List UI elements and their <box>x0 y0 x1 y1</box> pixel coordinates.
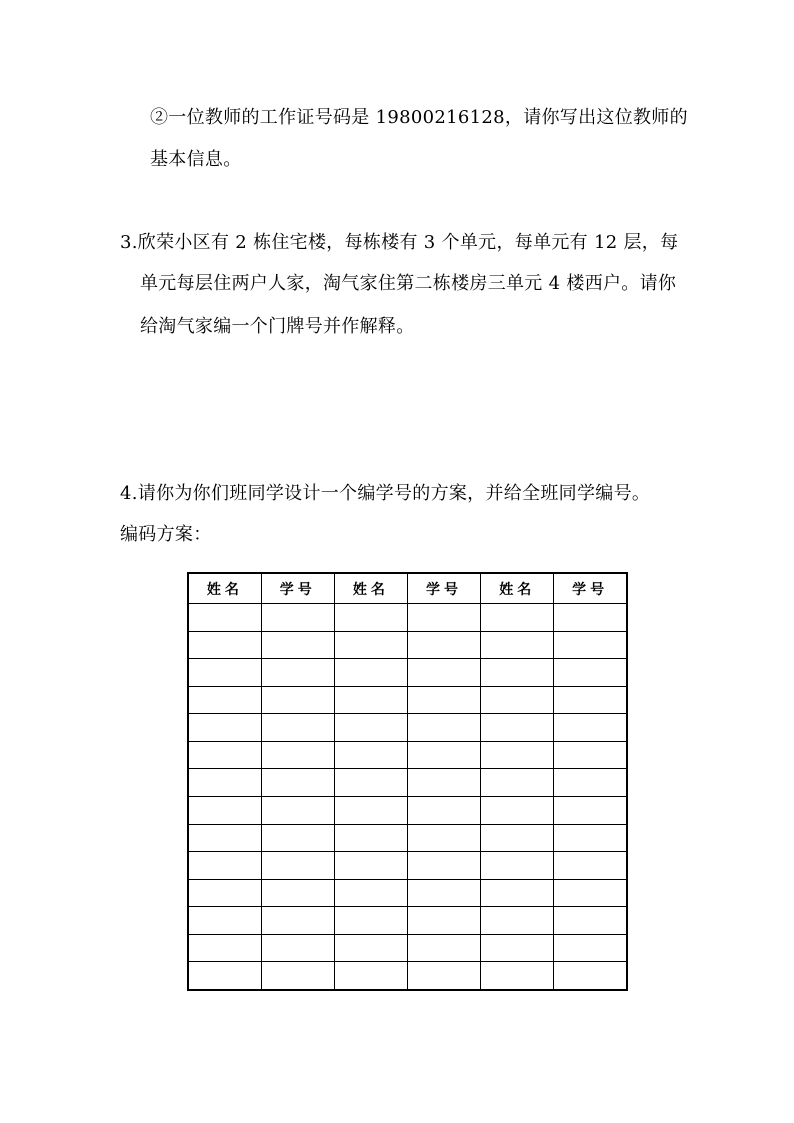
table-cell <box>188 852 261 880</box>
table-cell <box>188 741 261 769</box>
question-2-part-2-line-2: 基本信息。 <box>150 149 242 170</box>
question-3-line-2: 单元每层住两户人家，淘气家住第二栋楼房三单元 4 楼西户。请你 <box>140 273 677 294</box>
table-cell <box>188 824 261 852</box>
table-row <box>188 604 627 632</box>
table-cell <box>407 659 480 687</box>
table-cell <box>407 796 480 824</box>
table-cell <box>261 686 334 714</box>
table-cell <box>261 714 334 742</box>
table-cell <box>481 962 554 990</box>
table-cell <box>554 659 627 687</box>
table-cell <box>554 686 627 714</box>
student-number-table <box>187 572 628 991</box>
table-cell <box>407 741 480 769</box>
table-cell <box>407 824 480 852</box>
table-cell <box>334 631 407 659</box>
table-cell <box>261 741 334 769</box>
question-3-line-3: 给淘气家编一个门牌号并作解释。 <box>140 316 415 337</box>
table-cell <box>261 962 334 990</box>
table-cell <box>334 824 407 852</box>
table-cell <box>261 824 334 852</box>
table-cell <box>481 659 554 687</box>
table-cell <box>261 659 334 687</box>
table-cell <box>407 934 480 962</box>
table-cell <box>334 852 407 880</box>
table-cell <box>554 907 627 935</box>
table-cell <box>481 934 554 962</box>
table-cell <box>481 769 554 797</box>
table-row <box>188 879 627 907</box>
table-cell <box>334 741 407 769</box>
table-cell <box>188 686 261 714</box>
table-cell <box>481 631 554 659</box>
table-row <box>188 962 627 990</box>
table-cell <box>261 631 334 659</box>
table-row <box>188 714 627 742</box>
table-cell <box>188 659 261 687</box>
table-row <box>188 741 627 769</box>
table-cell <box>261 879 334 907</box>
coding-scheme-label: 编码方案： <box>120 524 212 545</box>
table-cell <box>481 714 554 742</box>
table-cell <box>261 852 334 880</box>
table-cell <box>554 934 627 962</box>
table-cell <box>188 769 261 797</box>
header-number-col-2: 学号 <box>407 573 480 604</box>
table-row <box>188 686 627 714</box>
table-row <box>188 907 627 935</box>
table-cell <box>481 879 554 907</box>
table-cell <box>334 962 407 990</box>
table-cell <box>188 604 261 632</box>
table-cell <box>407 769 480 797</box>
table-cell <box>188 796 261 824</box>
table-cell <box>334 714 407 742</box>
table-cell <box>261 604 334 632</box>
table-cell <box>334 879 407 907</box>
table-cell <box>334 769 407 797</box>
table-cell <box>554 879 627 907</box>
table-cell <box>481 824 554 852</box>
table-cell <box>407 686 480 714</box>
table-row <box>188 824 627 852</box>
table-cell <box>407 962 480 990</box>
table-cell <box>188 631 261 659</box>
table-header-row <box>188 573 627 604</box>
table-cell <box>481 852 554 880</box>
table-row <box>188 631 627 659</box>
table-cell <box>481 907 554 935</box>
table-cell <box>334 934 407 962</box>
table-cell <box>334 686 407 714</box>
table-cell <box>407 907 480 935</box>
table-cell <box>554 604 627 632</box>
table-cell <box>334 796 407 824</box>
header-number-col-1: 学号 <box>261 573 334 604</box>
table-row <box>188 769 627 797</box>
table-cell <box>481 741 554 769</box>
table-cell <box>261 907 334 935</box>
table-row <box>188 796 627 824</box>
table-cell <box>481 604 554 632</box>
question-3-line-1: 3.欣荣小区有 2 栋住宅楼，每栋楼有 3 个单元，每单元有 12 层，每 <box>120 232 679 253</box>
table-cell <box>407 852 480 880</box>
header-number-col-3: 学号 <box>554 573 627 604</box>
table-row <box>188 659 627 687</box>
table-cell <box>481 796 554 824</box>
table-cell <box>554 714 627 742</box>
table-cell <box>554 962 627 990</box>
table-row <box>188 934 627 962</box>
header-name-col-3: 姓名 <box>481 573 554 604</box>
table-cell <box>407 631 480 659</box>
table-cell <box>554 824 627 852</box>
table-cell <box>261 934 334 962</box>
table-cell <box>554 796 627 824</box>
table-cell <box>188 714 261 742</box>
table-cell <box>188 879 261 907</box>
table-cell <box>407 604 480 632</box>
question-4-line-1: 4.请你为你们班同学设计一个编学号的方案，并给全班同学编号。 <box>120 483 651 504</box>
table-cell <box>334 604 407 632</box>
table-cell <box>261 796 334 824</box>
table-body <box>188 604 627 991</box>
table-cell <box>554 631 627 659</box>
question-2-part-2-line-1: ②一位教师的工作证号码是 19800216128，请你写出这位教师的 <box>150 107 688 128</box>
table-cell <box>188 934 261 962</box>
table-cell <box>407 879 480 907</box>
table-cell <box>554 769 627 797</box>
table-cell <box>554 852 627 880</box>
table-cell <box>407 714 480 742</box>
table-cell <box>261 769 334 797</box>
table-cell <box>334 907 407 935</box>
header-name-col-1: 姓名 <box>188 573 261 604</box>
table-cell <box>481 686 554 714</box>
table-row <box>188 852 627 880</box>
table-cell <box>554 741 627 769</box>
table-cell <box>188 962 261 990</box>
header-name-col-2: 姓名 <box>334 573 407 604</box>
table-cell <box>334 659 407 687</box>
table-cell <box>188 907 261 935</box>
